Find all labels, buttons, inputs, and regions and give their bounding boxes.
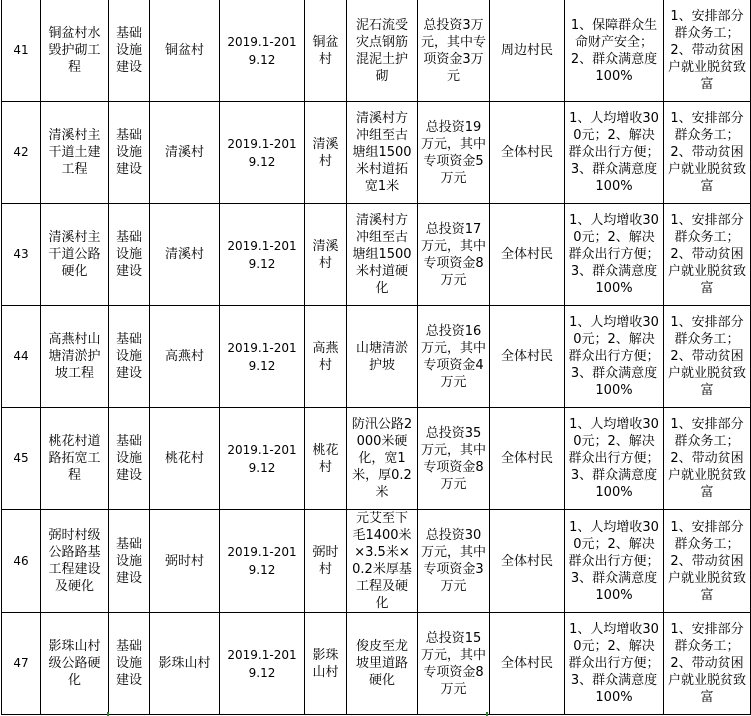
- funding-cell: 总投资17万元，其中专项资金8万元: [418, 204, 490, 306]
- performance-goals-cell: 1、人均增收300元；2、解决群众出行方便；3、群众满意度100%: [565, 510, 664, 613]
- period-cell: 2019.1-2019.12: [220, 510, 305, 613]
- construction-content-cell: 元艾至下毛1400米×3.5米×0.2米厚基工程及硬化: [347, 510, 418, 613]
- performance-goals-cell: 1、人均增收300元；2、解决群众出行方便；3、群众满意度100%: [565, 102, 664, 204]
- beneficiaries-cell: 全体村民: [490, 306, 565, 408]
- poverty-mechanism-cell: 1、安排部分群众务工；2、带动贫困户就业脱贫致富: [664, 613, 751, 715]
- construction-content-cell: 山塘清淤护坡: [347, 306, 418, 408]
- beneficiaries-cell: 全体村民: [490, 204, 565, 306]
- beneficiaries-cell: 全体村民: [490, 510, 565, 613]
- village-cell: 影珠山村: [305, 613, 347, 715]
- funding-cell: 总投资35万元，其中专项资金8万元: [418, 408, 490, 510]
- poverty-mechanism-cell: 1、安排部分群众务工；2、带动贫困户就业脱贫致富: [664, 408, 751, 510]
- table-body: [2, 0, 751, 715]
- project-name-cell: 清溪村主干道土建工程: [41, 102, 109, 204]
- construction-content-cell: 清溪村方冲组至古塘组1500米村道硬化: [347, 204, 418, 306]
- table-row: [2, 0, 751, 102]
- performance-goals-cell: 1、保障群众生命财产安全；2、群众满意度100%: [565, 0, 664, 102]
- table-row: [2, 613, 751, 715]
- poverty-mechanism-cell: 1、安排部分群众务工；2、带动贫困户就业脱贫致富: [664, 102, 751, 204]
- table-row: [2, 306, 751, 408]
- poverty-mechanism-cell: 1、安排部分群众务工；2、带动贫困户就业脱贫致富: [664, 204, 751, 306]
- period-cell: 2019.1-2019.12: [220, 408, 305, 510]
- project-type-cell: 基础设施建设: [109, 102, 150, 204]
- project-type-cell: 基础设施建设: [109, 306, 150, 408]
- period-cell: 2019.1-2019.12: [220, 102, 305, 204]
- row-number: 46: [2, 510, 41, 613]
- beneficiaries-cell: 全体村民: [490, 408, 565, 510]
- table-row: [2, 204, 751, 306]
- row-number: 45: [2, 408, 41, 510]
- project-table: [1, 0, 751, 715]
- village-cell: 清溪村: [305, 102, 347, 204]
- project-name-cell: 铜盆村水毁护砌工程: [41, 0, 109, 102]
- period-cell: 2019.1-2019.12: [220, 204, 305, 306]
- table-row: [2, 510, 751, 613]
- funding-cell: 总投资30万元，其中专项资金3万元: [418, 510, 490, 613]
- location-cell: 清溪村: [150, 102, 220, 204]
- village-cell: 高燕村: [305, 306, 347, 408]
- performance-goals-cell: 1、人均增收300元；2、解决群众出行方便；3、群众满意度100%: [565, 408, 664, 510]
- project-name-cell: 清溪村主干道公路硬化: [41, 204, 109, 306]
- period-cell: 2019.1-2019.12: [220, 0, 305, 102]
- period-cell: 2019.1-2019.12: [220, 613, 305, 715]
- performance-goals-cell: 1、人均增收300元；2、解决群众出行方便；3、群众满意度100%: [565, 613, 664, 715]
- village-cell: 桃花村: [305, 408, 347, 510]
- location-cell: 高燕村: [150, 306, 220, 408]
- table-row: [2, 102, 751, 204]
- cell-marker: [486, 712, 488, 716]
- construction-content-cell: 清溪村方冲组至古塘组1500米村道拓宽1米: [347, 102, 418, 204]
- row-number: 44: [2, 306, 41, 408]
- project-type-cell: 基础设施建设: [109, 613, 150, 715]
- village-cell: 弼时村: [305, 510, 347, 613]
- row-number: 42: [2, 102, 41, 204]
- row-number: 41: [2, 0, 41, 102]
- location-cell: 影珠山村: [150, 613, 220, 715]
- location-cell: 弼时村: [150, 510, 220, 613]
- funding-cell: 总投资3万元，其中专项资金3万元: [418, 0, 490, 102]
- funding-cell: 总投资15万元，其中专项资金8万元: [418, 613, 490, 715]
- construction-content-cell: 泥石流受灾点钢筋混泥土护砌: [347, 0, 418, 102]
- funding-cell: 总投资16万元，其中专项资金4万元: [418, 306, 490, 408]
- project-name-cell: 高燕村山塘清淤护坡工程: [41, 306, 109, 408]
- funding-cell: 总投资19万元，其中专项资金5万元: [418, 102, 490, 204]
- performance-goals-cell: 1、人均增收300元；2、解决群众出行方便；3、群众满意度100%: [565, 306, 664, 408]
- project-type-cell: 基础设施建设: [109, 204, 150, 306]
- project-name-cell: 弼时村级公路路基工程建设及硬化: [41, 510, 109, 613]
- location-cell: 桃花村: [150, 408, 220, 510]
- project-type-cell: 基础设施建设: [109, 0, 150, 102]
- beneficiaries-cell: 周边村民: [490, 0, 565, 102]
- construction-content-cell: 俊皮至龙坡里道路硬化: [347, 613, 418, 715]
- performance-goals-cell: 1、人均增收300元；2、解决群众出行方便；3、群众满意度100%: [565, 204, 664, 306]
- village-cell: 清溪村: [305, 204, 347, 306]
- period-cell: 2019.1-2019.12: [220, 306, 305, 408]
- project-name-cell: 影珠山村级公路硬化: [41, 613, 109, 715]
- row-number: 43: [2, 204, 41, 306]
- construction-content-cell: 防汛公路2000米硬化，宽1米，厚0.2米: [347, 408, 418, 510]
- village-cell: 铜盆村: [305, 0, 347, 102]
- project-name-cell: 桃花村道路拓宽工程: [41, 408, 109, 510]
- beneficiaries-cell: 全体村民: [490, 613, 565, 715]
- poverty-mechanism-cell: 1、安排部分群众务工；2、带动贫困户就业脱贫致富: [664, 510, 751, 613]
- table-row: [2, 408, 751, 510]
- project-type-cell: 基础设施建设: [109, 510, 150, 613]
- poverty-mechanism-cell: 1、安排部分群众务工；2、带动贫困户就业脱贫致富: [664, 306, 751, 408]
- poverty-mechanism-cell: 1、安排部分群众务工；2、带动贫困户就业脱贫致富: [664, 0, 751, 102]
- location-cell: 铜盆村: [150, 0, 220, 102]
- row-number: 47: [2, 613, 41, 715]
- location-cell: 清溪村: [150, 204, 220, 306]
- project-type-cell: 基础设施建设: [109, 408, 150, 510]
- beneficiaries-cell: 全体村民: [490, 102, 565, 204]
- cell-marker: [107, 712, 109, 716]
